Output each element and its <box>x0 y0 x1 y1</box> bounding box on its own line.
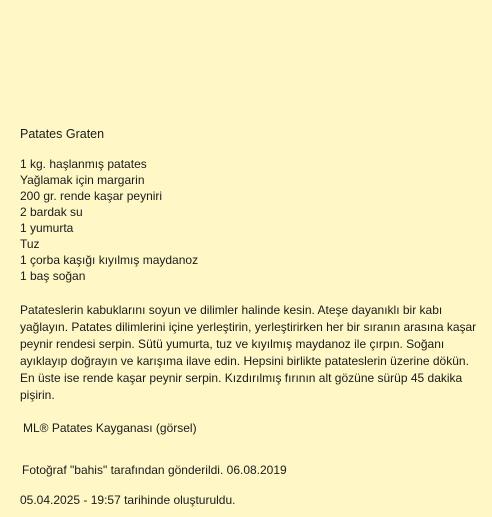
related-recipe-link[interactable]: ML® Patates Kayganası (görsel) <box>23 421 197 435</box>
ingredient-item: Yağlamak için margarin <box>20 173 145 187</box>
photo-credit: Fotoğraf "bahis" tarafından gönderildi. 06.08.2019 <box>22 463 287 477</box>
ingredient-item: 2 bardak su <box>20 205 83 219</box>
ingredient-list <box>20 156 482 284</box>
ingredient-item: Tuz <box>20 237 40 251</box>
ingredient-item: 1 çorba kaşığı kıyılmış maydanoz <box>20 253 199 267</box>
ingredient-item: 1 yumurta <box>20 221 74 235</box>
ingredient-item: 1 kg. haşlanmış patates <box>20 157 147 171</box>
recipe-instructions: Patateslerin kabuklarını soyun ve dilimler halinde kesin. Ateşe dayanıklı bir kabı yağlayın. Patates dilimlerini içine yerleştirin, yerleştirirken her bir sıranın arasına kaşar peynir rendesi serpin. Sütü yumurta, tuz ve kıyılmış maydanoz ile çırpın. Soğanı ayıklayıp doğrayın ve karışıma ilave edin. Hepsini birlikte patateslerin üzerine dökün. En üste ise rende kaşar peynir serpin. Kızdırılmış fırının alt gözüne sürüp 45 dakika pişirin. <box>20 303 477 402</box>
ingredient-item: 1 baş soğan <box>20 269 86 283</box>
recipe-page <box>20 126 482 508</box>
ingredient-item: 200 gr. rende kaşar peyniri <box>20 189 163 203</box>
created-timestamp: 05.04.2025 - 19:57 tarihinde oluşturuldu. <box>20 493 236 507</box>
recipe-title: Patates Graten <box>20 127 105 141</box>
